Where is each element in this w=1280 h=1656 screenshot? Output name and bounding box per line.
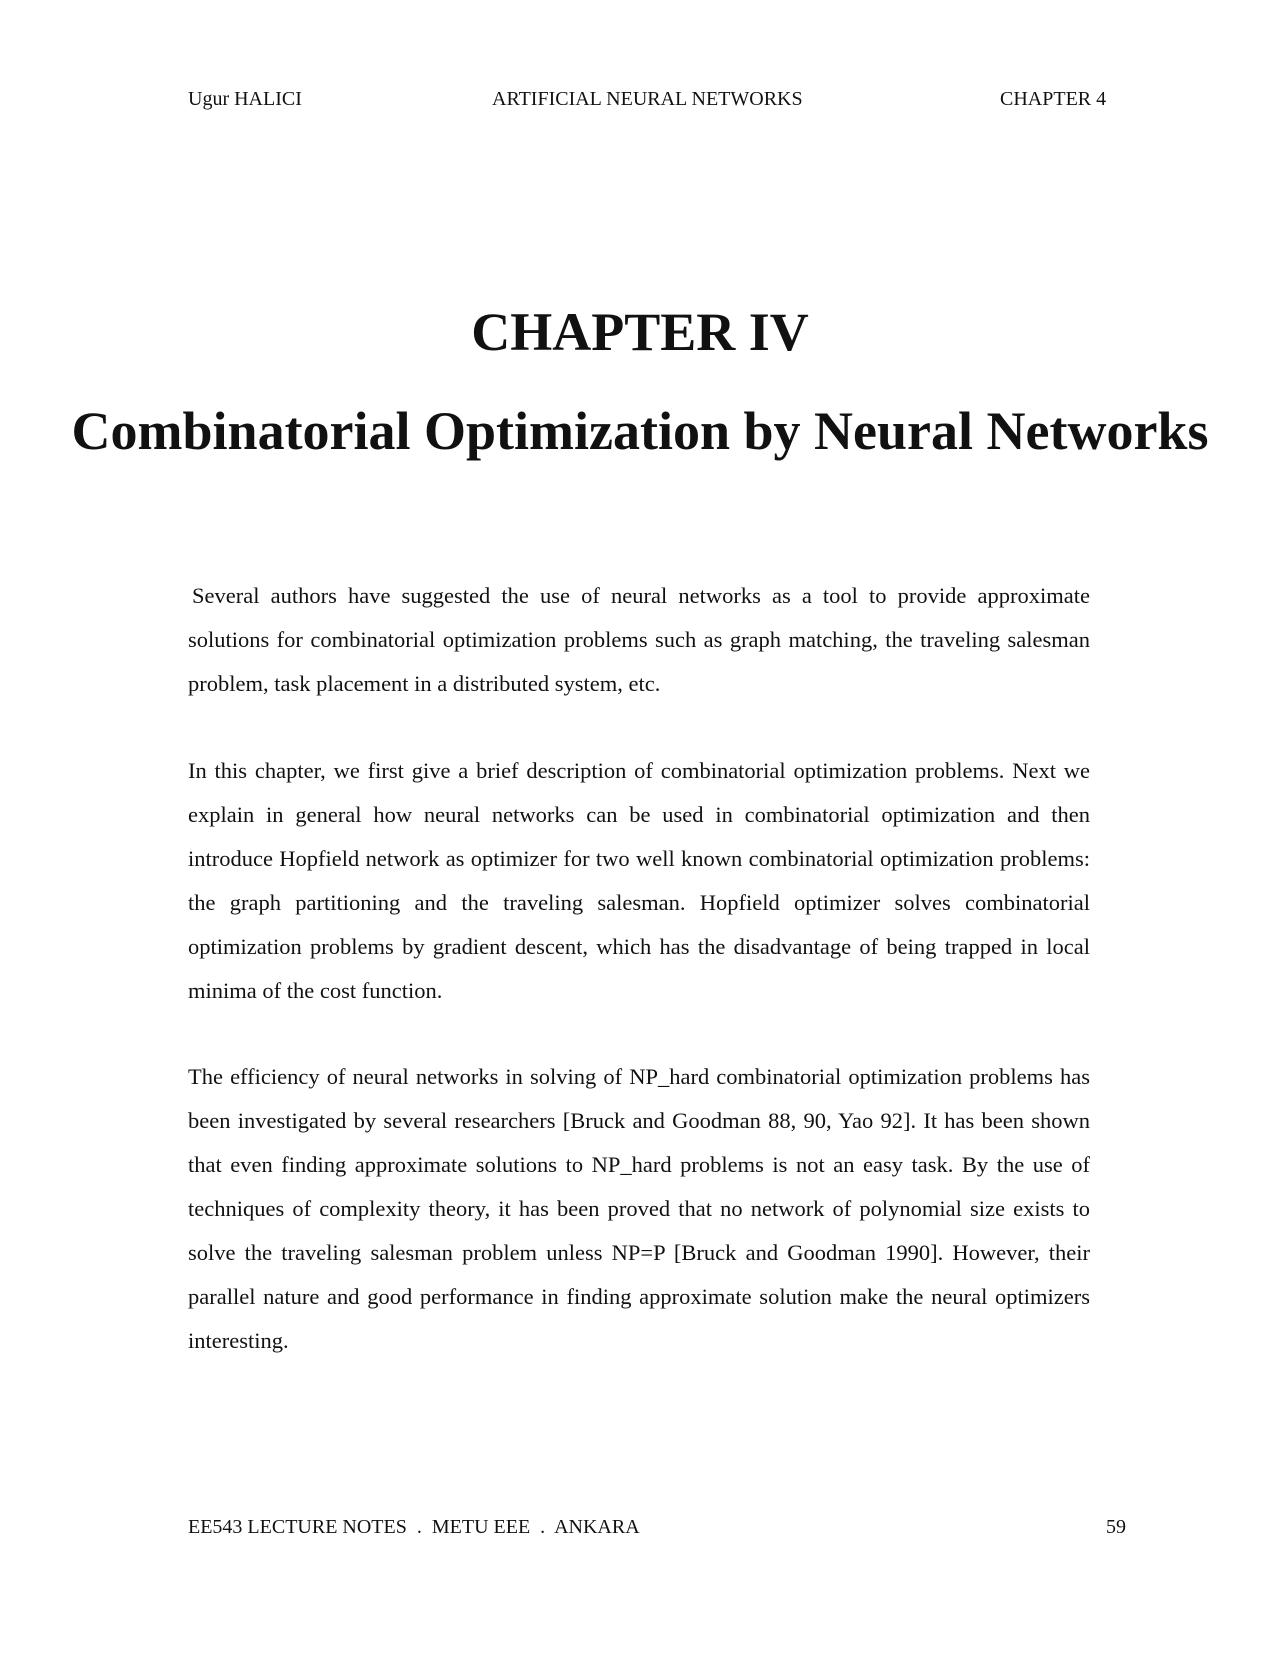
running-header — [0, 88, 1280, 114]
header-book-title: ARTIFICIAL NEURAL NETWORKS — [492, 88, 803, 110]
chapter-number: CHAPTER IV — [471, 302, 809, 362]
page-number: 59 — [1106, 1516, 1126, 1538]
paragraph-intro: Several authors have suggested the use of neural networks as a tool to provide approximate solutions for combinatorial optimization problems such as graph matching, the traveling salesman problem, task placement in a distributed system, etc. — [188, 583, 1090, 696]
header-author: Ugur HALICI — [188, 88, 302, 110]
footer-course: EE543 LECTURE NOTES . METU EEE . ANKARA — [188, 1516, 640, 1538]
chapter-title: Combinatorial Optimization by Neural Networks — [71, 401, 1209, 461]
paragraph-efficiency: The efficiency of neural networks in solving of NP_hard combinatorial optimization problems has been investigated by several researchers [Bruck and Goodman 88, 90, Yao 92]. It has been shown that even finding approximate solutions to NP_hard problems is not an easy task. By the use of techniques of complexity theory, it has been proved that no network of polynomial size exists to solve the traveling salesman problem unless NP=P [Bruck and Goodman 1990]. However, their parallel nature and good performance in finding approximate solution make the neural optimizers interesting. — [188, 1064, 1090, 1353]
running-footer — [0, 1516, 1280, 1542]
paragraph-overview: In this chapter, we first give a brief description of combinatorial optimization problems. Next we explain in general how neural networks can be used in combinatorial optimization and then introduce Hopfield network as optimizer for two well known combinatorial optimization problems: the graph partitioning and the traveling salesman. Hopfield optimizer solves combinatorial optimization problems by gradient descent, which has the disadvantage of being trapped in local minima of the cost function. — [188, 758, 1090, 1003]
header-chapter-label: CHAPTER 4 — [1000, 88, 1107, 110]
